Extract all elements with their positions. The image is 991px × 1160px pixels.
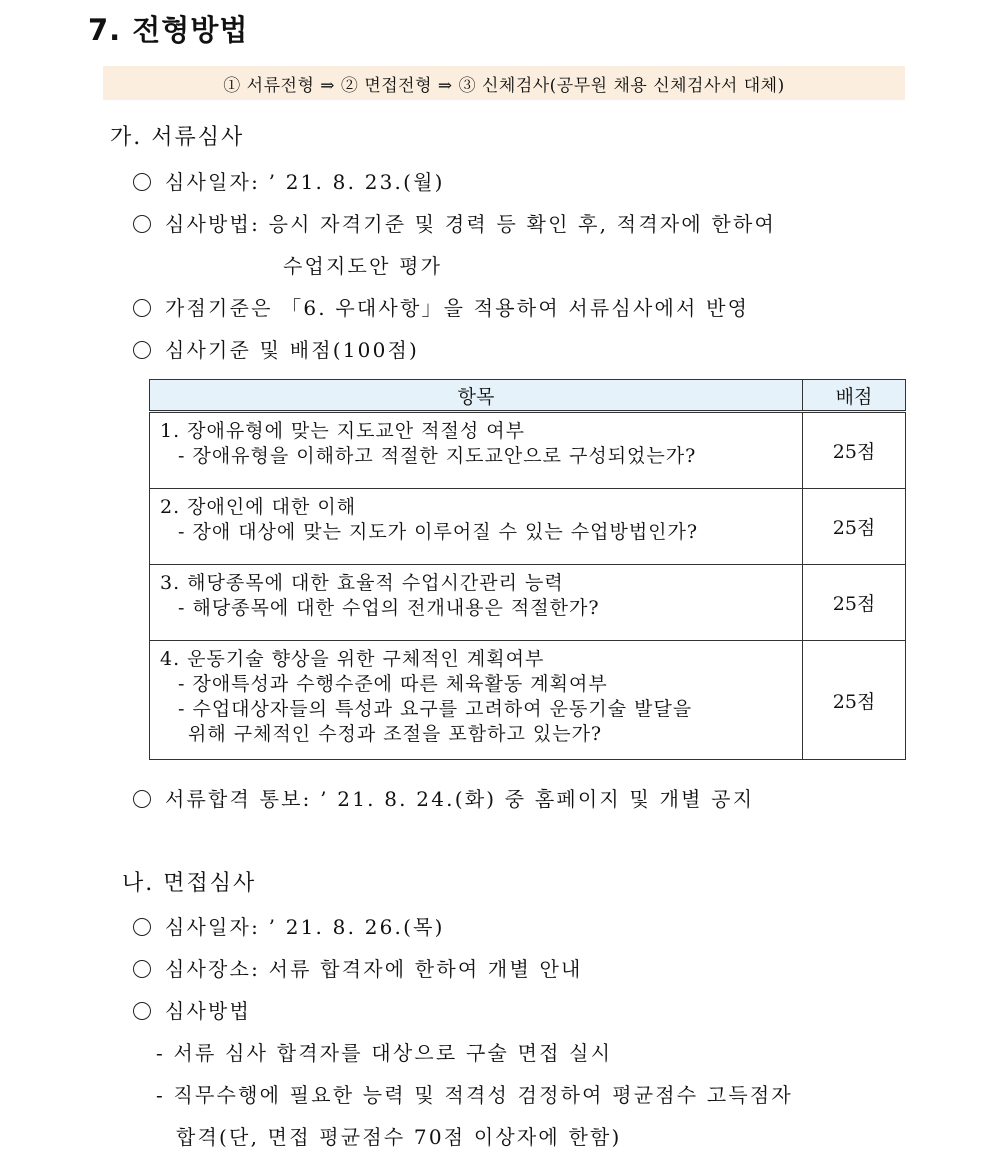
process-flow-text: ① 서류전형 ⇒ ② 면접전형 ⇒ ③ 신체검사(공무원 채용 신체검사서 대체): [223, 75, 785, 96]
list-item: [133, 208, 776, 237]
circle-bullet-icon: [133, 790, 151, 808]
circle-bullet-icon: [133, 341, 151, 359]
list-item: [133, 292, 749, 321]
score-cell: 25점: [803, 565, 906, 641]
list-item-text: 가점기준은 「6. 우대사항」을 적용하여 서류심사에서 반영: [165, 296, 750, 320]
list-item: [133, 995, 251, 1024]
table-row: [150, 489, 906, 565]
criteria-detail: - 수업대상자들의 특성과 요구를 고려하여 운동기술 발달을: [178, 698, 693, 720]
list-item-text: 서류합격 통보: ’ 21. 8. 24.(화) 중 홈페이지 및 개별 공지: [165, 787, 755, 811]
table-row: [150, 412, 906, 489]
criteria-cell: [150, 412, 803, 489]
sub-item: - 서류 심사 합격자를 대상으로 구술 면접 실시: [156, 1041, 613, 1065]
section-a-heading: 가. 서류심사: [110, 125, 245, 150]
circle-bullet-icon: [133, 1002, 151, 1020]
criteria-cell: [150, 641, 803, 760]
list-item: [133, 334, 419, 363]
list-item: [133, 783, 754, 812]
table-row: [150, 565, 906, 641]
score-cell: 25점: [803, 641, 906, 760]
score-cell: 25점: [803, 489, 906, 565]
circle-bullet-icon: [133, 173, 151, 191]
scoring-table: [149, 379, 906, 760]
table-row: [150, 641, 906, 760]
table-header-item: 항목: [150, 380, 803, 412]
criteria-title: 3. 해당종목에 대한 효율적 수업시간관리 능력: [160, 572, 564, 594]
process-flow-box: [103, 66, 905, 100]
sub-item: - 직무수행에 필요한 능력 및 적격성 검정하여 평균점수 고득점자: [156, 1083, 793, 1107]
list-item-text: 심사방법: [165, 999, 252, 1023]
score-cell: 25점: [803, 412, 906, 489]
criteria-cell: [150, 565, 803, 641]
list-item: [133, 911, 445, 940]
criteria-title: 4. 운동기술 향상을 위한 구체적인 계획여부: [160, 648, 545, 670]
list-item: [133, 166, 445, 195]
list-item: [133, 953, 583, 982]
criteria-detail: - 장애유형을 이해하고 적절한 지도교안으로 구성되었는가?: [178, 445, 697, 467]
criteria-detail: - 장애 대상에 맞는 지도가 이루어질 수 있는 수업방법인가?: [178, 521, 699, 543]
page-title: 7. 전형방법: [88, 13, 249, 47]
criteria-detail: - 장애특성과 수행수준에 따른 체육활동 계획여부: [178, 673, 608, 695]
section-b-heading: 나. 면접심사: [122, 871, 257, 896]
criteria-cell: [150, 489, 803, 565]
circle-bullet-icon: [133, 918, 151, 936]
criteria-detail: 위해 구체적인 수정과 조절을 포함하고 있는가?: [188, 723, 603, 745]
list-item-continuation: 수업지도안 평가: [283, 254, 443, 278]
table-header-score: 배점: [803, 380, 906, 412]
list-item-text: 심사방법: 응시 자격기준 및 경력 등 확인 후, 적격자에 한하여: [165, 212, 776, 236]
criteria-title: 2. 장애인에 대한 이해: [160, 496, 357, 518]
circle-bullet-icon: [133, 299, 151, 317]
sub-item-continuation: 합격(단, 면접 평균점수 70점 이상자에 한함): [176, 1125, 622, 1149]
list-item-text: 심사장소: 서류 합격자에 한하여 개별 안내: [165, 957, 583, 981]
list-item-text: 심사일자: ’ 21. 8. 26.(목): [165, 915, 445, 939]
criteria-detail: - 해당종목에 대한 수업의 전개내용은 적절한가?: [178, 597, 600, 619]
list-item-text: 심사일자: ’ 21. 8. 23.(월): [165, 170, 445, 194]
criteria-title: 1. 장애유형에 맞는 지도교안 적절성 여부: [160, 420, 525, 442]
circle-bullet-icon: [133, 215, 151, 233]
list-item-text: 심사기준 및 배점(100점): [165, 338, 420, 362]
circle-bullet-icon: [133, 960, 151, 978]
